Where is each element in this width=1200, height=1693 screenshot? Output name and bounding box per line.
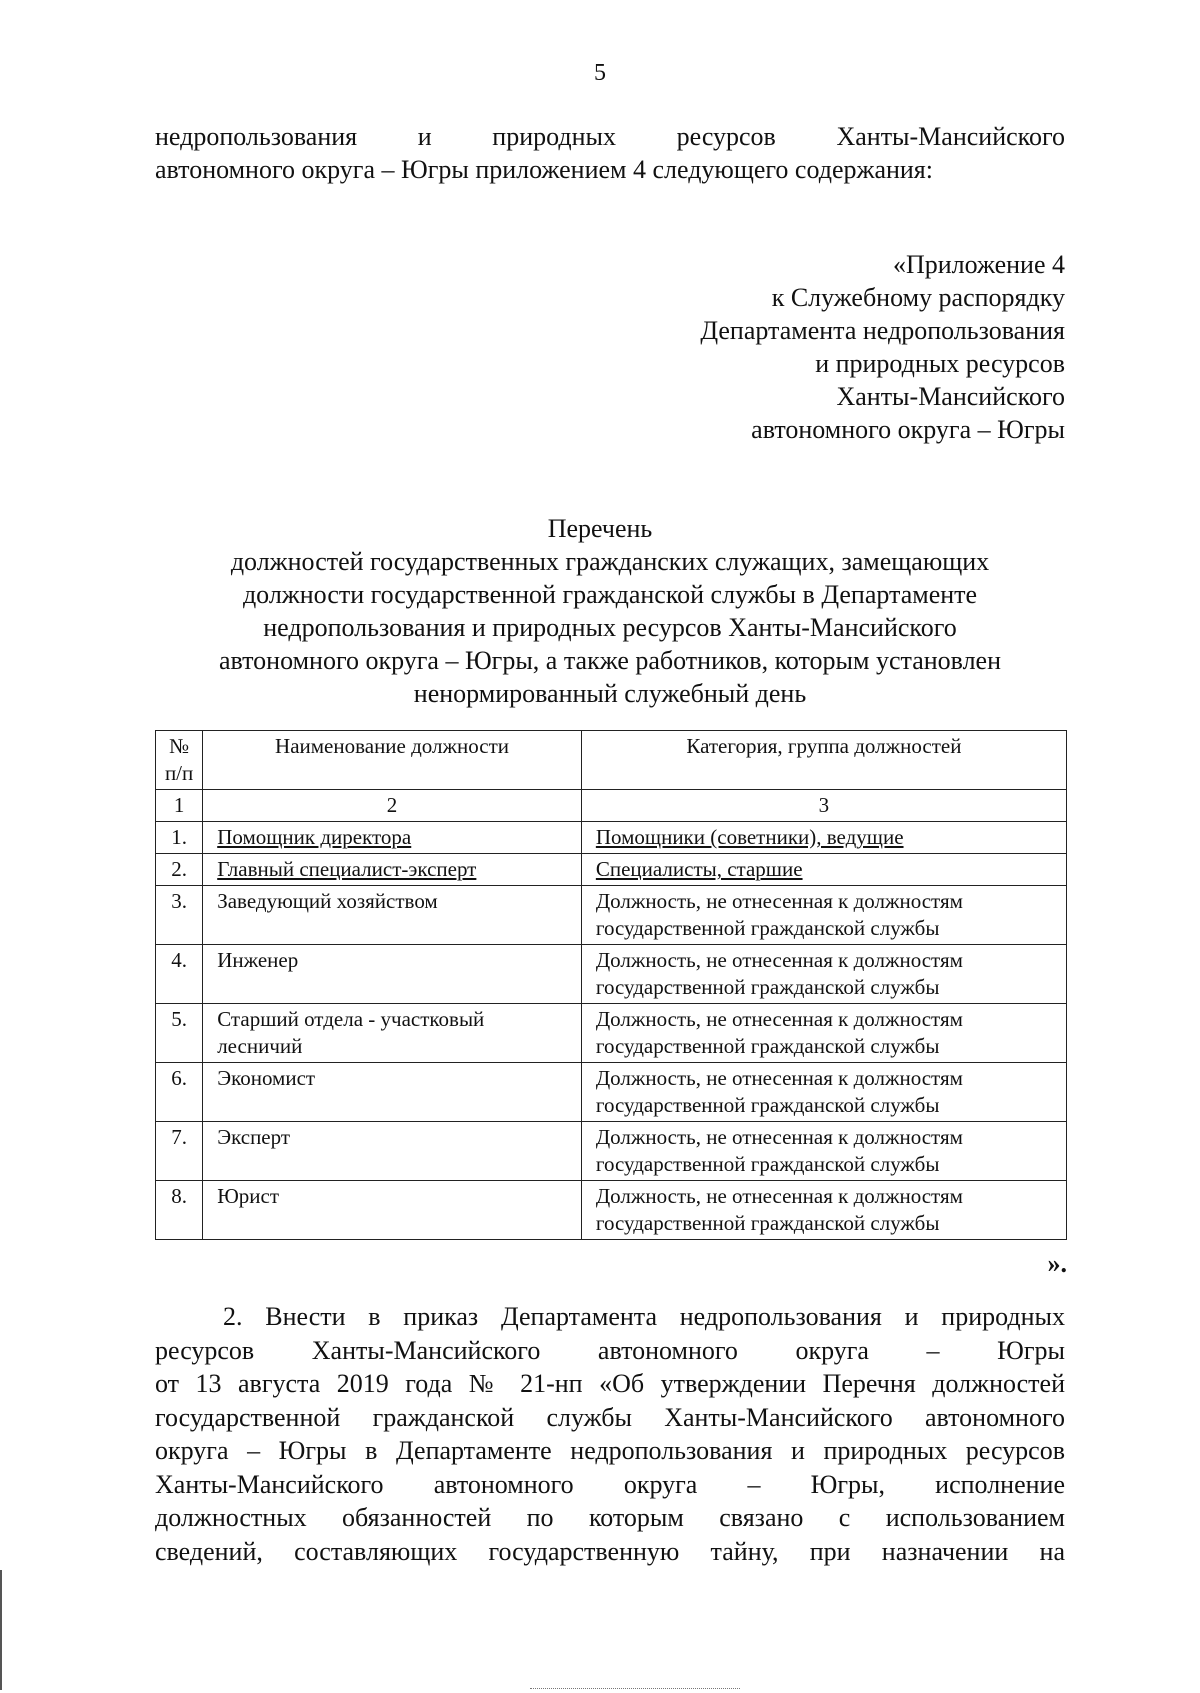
- row-name: Старший отдела - участковый лесничий: [203, 1004, 582, 1063]
- table-header-row: [156, 731, 1067, 790]
- page-number: 5: [594, 60, 606, 86]
- row-category: Должность, не отнесенная к должностям государственной гражданской службы: [581, 886, 1066, 945]
- positions-table: [155, 730, 1067, 1240]
- para2-line-2: ресурсов Ханты-Мансийского автономного округа – Югры: [155, 1335, 1065, 1365]
- closing-quote: ».: [1047, 1249, 1067, 1278]
- row-category: Должность, не отнесенная к должностям государственной гражданской службы: [581, 1181, 1066, 1240]
- table-index-row: [156, 790, 1067, 822]
- row-name-text: Главный специалист-эксперт: [217, 857, 477, 881]
- table-row: [156, 1122, 1067, 1181]
- row-category: [581, 854, 1066, 886]
- row-name: [203, 854, 582, 886]
- row-category: Должность, не отнесенная к должностям государственной гражданской службы: [581, 1004, 1066, 1063]
- para2-line-8: сведений, составляющих государственную тайну, при назначении на: [155, 1536, 1065, 1566]
- row-name: Эксперт: [203, 1122, 582, 1181]
- appendix-line-2: к Служебному распорядку: [771, 283, 1065, 312]
- header-name: Наименование должности: [203, 731, 582, 790]
- row-category-text: Специалисты, старшие: [595, 857, 803, 881]
- row-num: 7.: [156, 1122, 203, 1181]
- table-row: [156, 945, 1067, 1004]
- para2-line-3: от 13 августа 2019 года № 21-нп «Об утверждении Перечня должностей: [155, 1369, 1065, 1398]
- para2-line-7: должностных обязанностей по которым связано с использованием: [155, 1503, 1065, 1532]
- row-category-text: Помощники (советники), ведущие: [595, 825, 904, 849]
- index-cell-2: 2: [203, 790, 582, 822]
- list-subtitle: [150, 545, 1070, 710]
- row-name: Экономист: [203, 1063, 582, 1122]
- table-row: [156, 1181, 1067, 1240]
- appendix-line-5: Ханты-Мансийского: [836, 382, 1065, 411]
- row-num: 2.: [156, 854, 203, 886]
- para2-line-5: округа – Югры в Департаменте недропользования и природных ресурсов: [155, 1436, 1065, 1465]
- row-name: Юрист: [203, 1181, 582, 1240]
- appendix-header: [465, 248, 1065, 446]
- para2-line-1: 2. Внести в приказ Департамента недропользования и природных: [223, 1302, 1065, 1331]
- row-name: [203, 822, 582, 854]
- scan-edge-mark: [0, 1570, 2, 1690]
- appendix-line-6: автономного округа – Югры: [751, 415, 1065, 444]
- header-num: № п/п: [156, 731, 203, 790]
- table-row: [156, 1004, 1067, 1063]
- row-name-text: Помощник директора: [217, 825, 412, 849]
- row-num: 4.: [156, 945, 203, 1004]
- intro-paragraph: [155, 120, 1065, 186]
- appendix-line-4: и природных ресурсов: [815, 349, 1065, 378]
- list-title: Перечень: [547, 514, 653, 543]
- para2-line-6: Ханты-Мансийского автономного округа – Югры, исполнение: [155, 1469, 1065, 1499]
- para2-line-4: государственной гражданской службы Ханты-Мансийского автономного: [155, 1402, 1065, 1432]
- subtitle-line-2: должности государственной гражданской службы в Департаменте: [242, 580, 978, 609]
- row-num: 1.: [156, 822, 203, 854]
- appendix-line-3: Департамента недропользования: [700, 316, 1065, 345]
- table-row: [156, 822, 1067, 854]
- row-category: Должность, не отнесенная к должностям государственной гражданской службы: [581, 1063, 1066, 1122]
- index-cell-3: 3: [581, 790, 1066, 822]
- table-row: [156, 1063, 1067, 1122]
- intro-line-2: автономного округа – Югры приложением 4 следующего содержания:: [155, 155, 933, 184]
- intro-line-1: недропользования и природных ресурсов Ханты-Мансийского: [155, 122, 1065, 151]
- row-category: Должность, не отнесенная к должностям государственной гражданской службы: [581, 945, 1066, 1004]
- row-num: 5.: [156, 1004, 203, 1063]
- row-name: Инженер: [203, 945, 582, 1004]
- subtitle-line-1: должностей государственных гражданских служащих, замещающих: [230, 547, 990, 576]
- row-num: 8.: [156, 1181, 203, 1240]
- table-row: [156, 854, 1067, 886]
- table-row: [156, 886, 1067, 945]
- footer-divider: [530, 1688, 740, 1689]
- index-cell-1: 1: [156, 790, 203, 822]
- row-category: Должность, не отнесенная к должностям государственной гражданской службы: [581, 1122, 1066, 1181]
- subtitle-line-4: автономного округа – Югры, а также работников, которым установлен: [218, 646, 1002, 675]
- paragraph-2: [155, 1300, 1065, 1568]
- row-num: 3.: [156, 886, 203, 945]
- header-category: Категория, группа должностей: [581, 731, 1066, 790]
- row-num: 6.: [156, 1063, 203, 1122]
- row-category: [581, 822, 1066, 854]
- appendix-line-1: «Приложение 4: [892, 250, 1065, 279]
- subtitle-line-5: ненормированный служебный день: [413, 679, 807, 708]
- subtitle-line-3: недропользования и природных ресурсов Ханты-Мансийского: [263, 613, 957, 642]
- row-name: Заведующий хозяйством: [203, 886, 582, 945]
